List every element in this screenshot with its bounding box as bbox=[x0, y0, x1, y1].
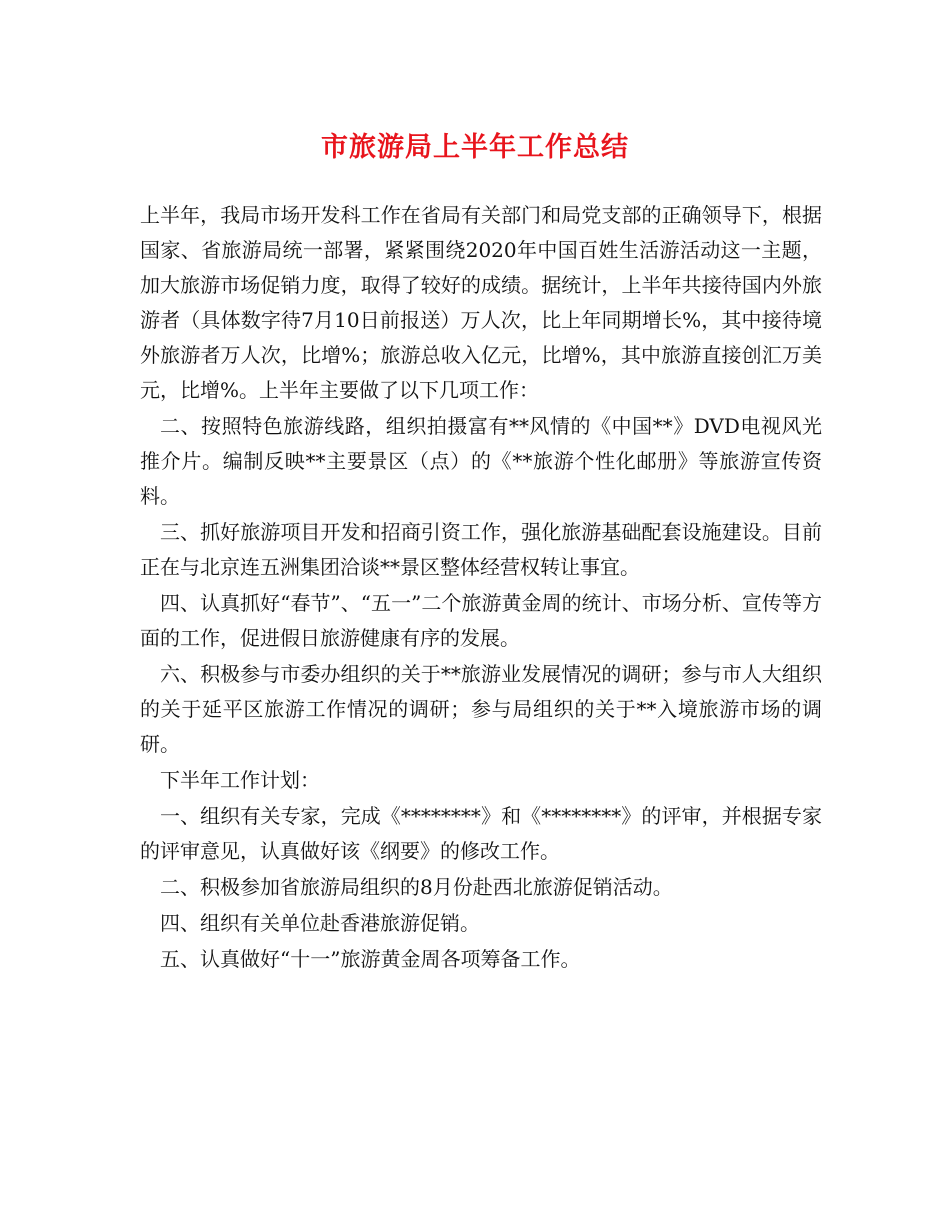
paragraph-item: 一、组织有关专家，完成《********》和《********》的评审，并根据专家的评审意见，认真做好该《纲要》的修改工作。 bbox=[140, 804, 822, 863]
paragraph-item: 二、积极参加省旅游局组织的8月份赴西北旅游促销活动。 bbox=[160, 875, 673, 899]
document-title: 市旅游局上半年工作总结 bbox=[321, 132, 629, 163]
section-heading-plan: 下半年工作计划： bbox=[160, 768, 320, 792]
paragraph-item: 二、按照特色旅游线路，组织拍摄富有**风情的《中国**》DVD电视风光推介片。编制反映**主要景区（点）的《**旅游个性化邮册》等旅游宣传资料。 bbox=[140, 414, 822, 508]
paragraph-item: 三、抓好旅游项目开发和招商引资工作，强化旅游基础配套设施建设。目前正在与北京连五洲集团洽谈**景区整体经营权转让事宜。 bbox=[140, 520, 822, 579]
paragraph-item: 五、认真做好“十一”旅游黄金周各项筹备工作。 bbox=[160, 947, 581, 971]
paragraph-summary: 上半年，我局市场开发科工作在省局有关部门和局党支部的正确领导下，根据国家、省旅游局统一部署，紧紧围绕2020年中国百姓生活游活动这一主题，加大旅游市场促销力度，取得了较好的成绩。据统计，上半年共接待国内外旅游者（具体数字待7月10日前报送）万人次，比上年同期增长%，其中接待境外旅游者万人次，比增%；旅游总收入亿元，比增%，其中旅游直接创汇万美元，比增%。上半年主要做了以下几项工作： bbox=[140, 203, 822, 402]
paragraph-item: 六、积极参与市委办组织的关于**旅游业发展情况的调研；参与市人大组织的关于延平区旅游工作情况的调研；参与局组织的关于**入境旅游市场的调研。 bbox=[140, 662, 822, 756]
paragraph-item: 四、组织有关单位赴香港旅游促销。 bbox=[160, 911, 480, 935]
paragraph-item: 四、认真抓好“春节”、“五一”二个旅游黄金周的统计、市场分析、宣传等方面的工作，促进假日旅游健康有序的发展。 bbox=[140, 591, 822, 650]
document-body bbox=[140, 198, 822, 978]
